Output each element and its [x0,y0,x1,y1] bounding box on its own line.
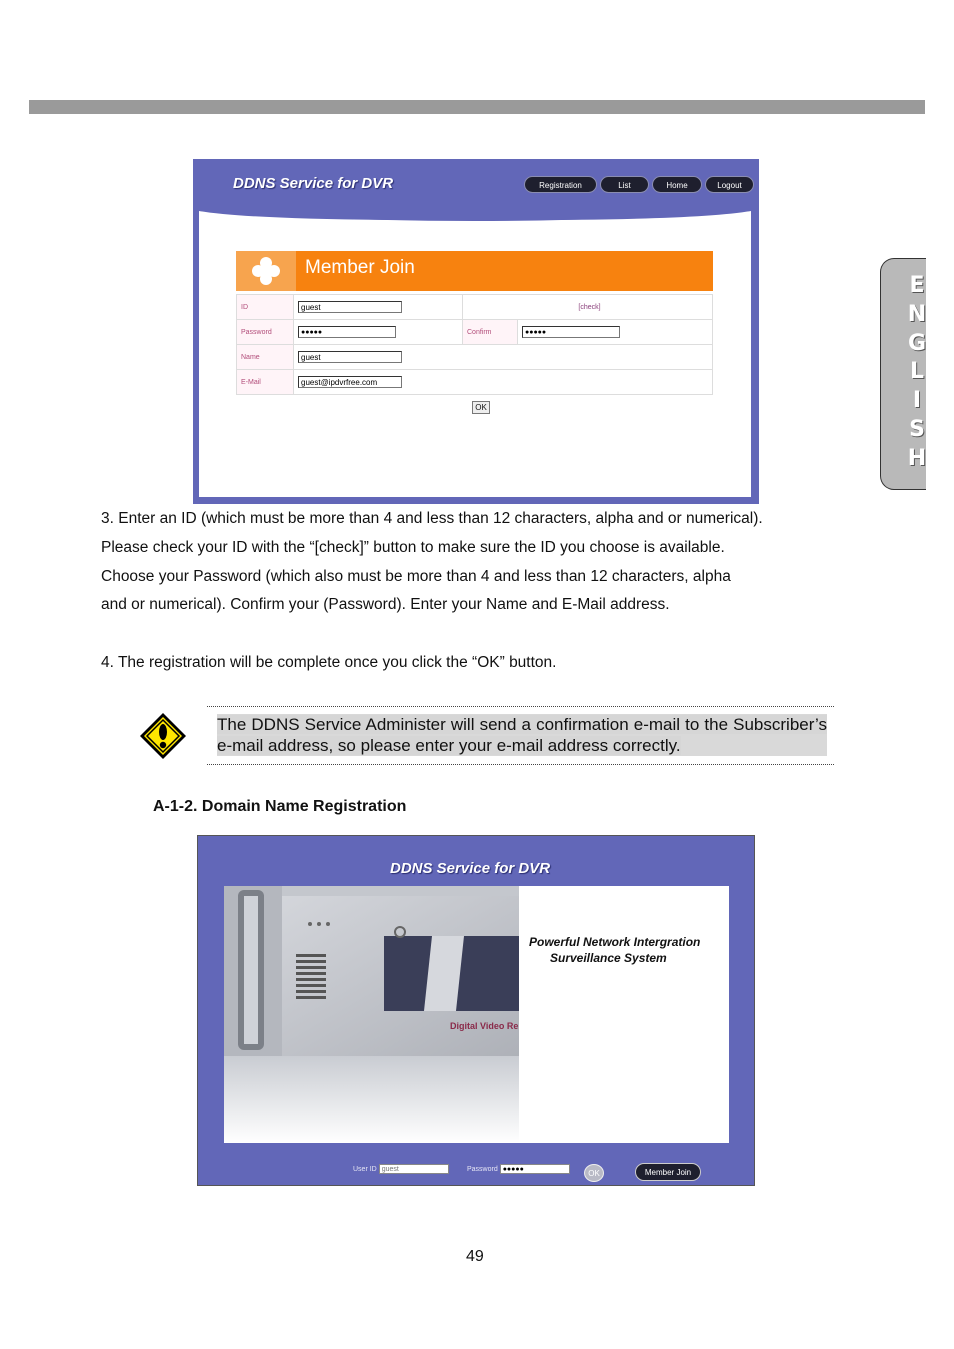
name-input[interactable]: guest [298,351,402,363]
caution-text [217,714,827,756]
user-id-input[interactable]: guest [379,1164,449,1174]
member-join-button[interactable]: Member Join [635,1163,701,1181]
step3-line-4: and or numerical). Confirm your (Password). Enter your Name and E-Mail address. [101,596,670,613]
side-tab-letter: E [909,273,925,298]
check-id-link[interactable]: [check] [578,303,601,311]
password-input[interactable]: ●●●●● [298,326,396,338]
step4-text: 4. The registration will be complete once you click the “OK” button. [101,654,557,671]
password-label: Password [237,320,294,345]
tagline-line-2: Surveillance System [550,951,667,965]
login-password-input[interactable]: ●●●●● [500,1164,570,1174]
step3-line-3: Choose your Password (which also must be more than 4 and less than 12 characters, alpha [101,568,731,585]
user-id-row [353,1164,449,1174]
confirm-label: Confirm [463,320,518,345]
domain-login-screenshot [197,835,755,1186]
step3-line-2: Please check your ID with the “[check]” button to make sure the ID you choose is available. [101,539,725,556]
tagline-line-1: Powerful Network Intergration [529,935,701,949]
login-password-label: Password [467,1165,498,1173]
side-tab-letter: H [907,445,927,471]
ok-button[interactable]: OK [472,401,490,414]
warning-icon [138,711,188,761]
nav-registration[interactable]: Registration [524,176,597,193]
section-title: A-1-2. Domain Name Registration [153,798,407,815]
side-tab-letter: L [909,359,925,385]
id-label: ID [237,295,294,320]
device-label: Digital Video Re [450,1021,519,1031]
brand-title: DDNS Service for DVR [233,175,394,192]
confirm-input[interactable]: ●●●●● [522,326,620,338]
name-label: Name [237,345,294,370]
member-join-header [236,251,713,291]
user-id-label: User ID [353,1165,377,1173]
id-input[interactable]: guest [298,301,402,313]
password-row [467,1164,570,1174]
plus-cross-icon [236,251,296,291]
member-join-screenshot [193,159,759,504]
page-number: 49 [466,1248,484,1265]
tagline [529,934,700,966]
form-title: Member Join [305,257,415,278]
email-input[interactable]: guest@ipdvrfree.com [298,376,402,388]
login-ok-button[interactable]: OK [584,1164,604,1182]
member-join-form [236,294,713,395]
nav-logout[interactable]: Logout [705,176,754,193]
dvr-device-image [224,886,519,1143]
language-side-tab [880,258,926,490]
email-label: E-Mail [237,370,294,395]
brand-title-2: DDNS Service for DVR [390,860,551,877]
header-rule [29,100,925,114]
side-tab-letter: S [909,416,925,442]
nav-home[interactable]: Home [652,176,702,193]
step3-line-1: 3. Enter an ID (which must be more than 4 and less than 12 characters, alpha and or numerical). [101,510,763,527]
caution-top-rule [207,706,834,707]
side-tab-letter: G [907,330,927,356]
nav-list[interactable]: List [600,176,649,193]
caution-bottom-rule [207,764,834,765]
panel-curve [199,211,751,235]
side-tab-letter: N [907,301,927,327]
caution-text-content: The DDNS Service Administer will send a confirmation e-mail to the Subscriber’s e-mail address, so please enter your e-mail address correctly. [217,715,827,755]
content-panel [199,211,751,497]
product-panel [224,886,729,1143]
side-tab-letter: I [912,388,922,414]
